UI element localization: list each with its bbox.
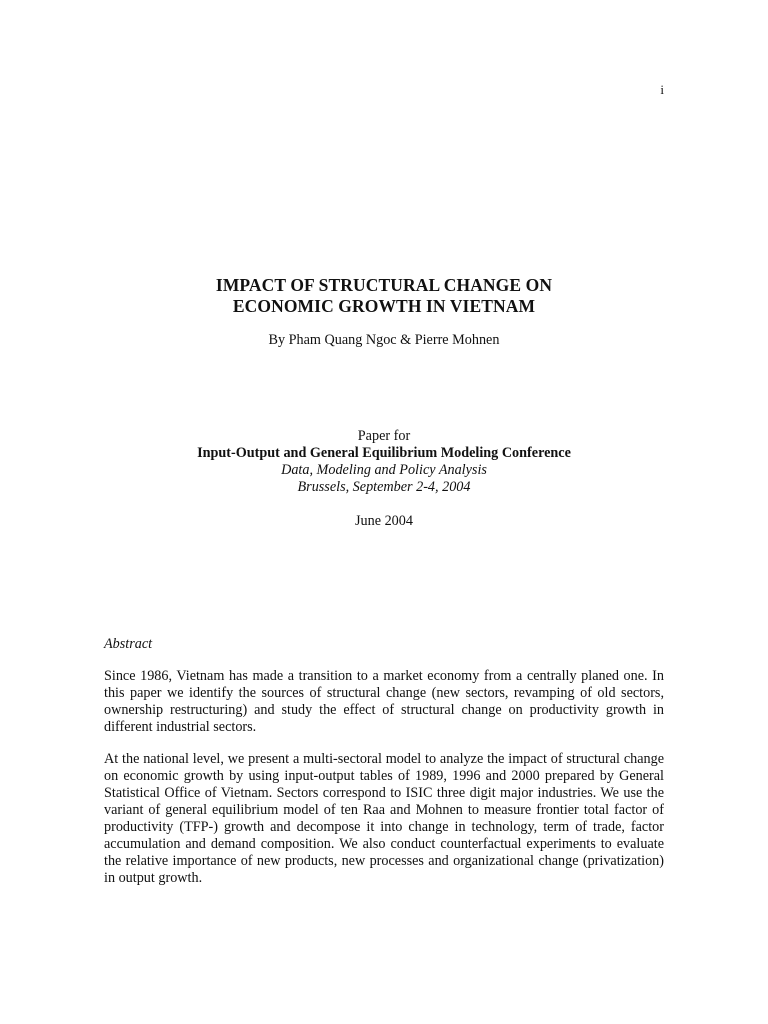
abstract-paragraph-2: At the national level, we present a multi-sectoral model to analyze the impact of structural change on economic growth by using input-output tables of 1989, 1996 and 2000 prepared by General Statistical Office of Vietnam. Sectors correspond to ISIC three digit major industries. We use the variant of general equilibrium model of ten Raa and Mohnen to measure frontier total factor of productivity (TFP-) growth and decompose it into change in technology, term of trade, factor accumulation and demand composition. We also conduct counterfactual experiments to evaluate the relative importance of new products, new processes and organizational change (privatization) in output growth. <box>104 751 664 886</box>
conference-location-date: Brussels, September 2-4, 2004 <box>297 479 471 495</box>
author-line: By Pham Quang Ngoc & Pierre Mohnen <box>268 332 500 348</box>
paper-title-line-1: IMPACT OF STRUCTURAL CHANGE ON <box>215 275 553 295</box>
conference-block <box>0 428 768 496</box>
paper-title-line-2: ECONOMIC GROWTH IN VIETNAM <box>232 296 536 316</box>
conference-prefix: Paper for <box>357 428 411 444</box>
abstract-heading: Abstract <box>104 636 153 652</box>
conference-subtitle: Data, Modeling and Policy Analysis <box>281 462 487 478</box>
abstract-paragraph-1: Since 1986, Vietnam has made a transition to a market economy from a centrally planed one. In this paper we identify the sources of structural change (new sectors, revamping of old sectors, ownership restructuring) and study the effect of structural change on productivity growth in different industrial sectors. <box>104 668 664 735</box>
paper-date: June 2004 <box>355 513 413 529</box>
paper-title <box>0 275 768 317</box>
conference-name: Input-Output and General Equilibrium Modeling Conference <box>197 445 571 461</box>
page-number: i <box>660 82 664 97</box>
